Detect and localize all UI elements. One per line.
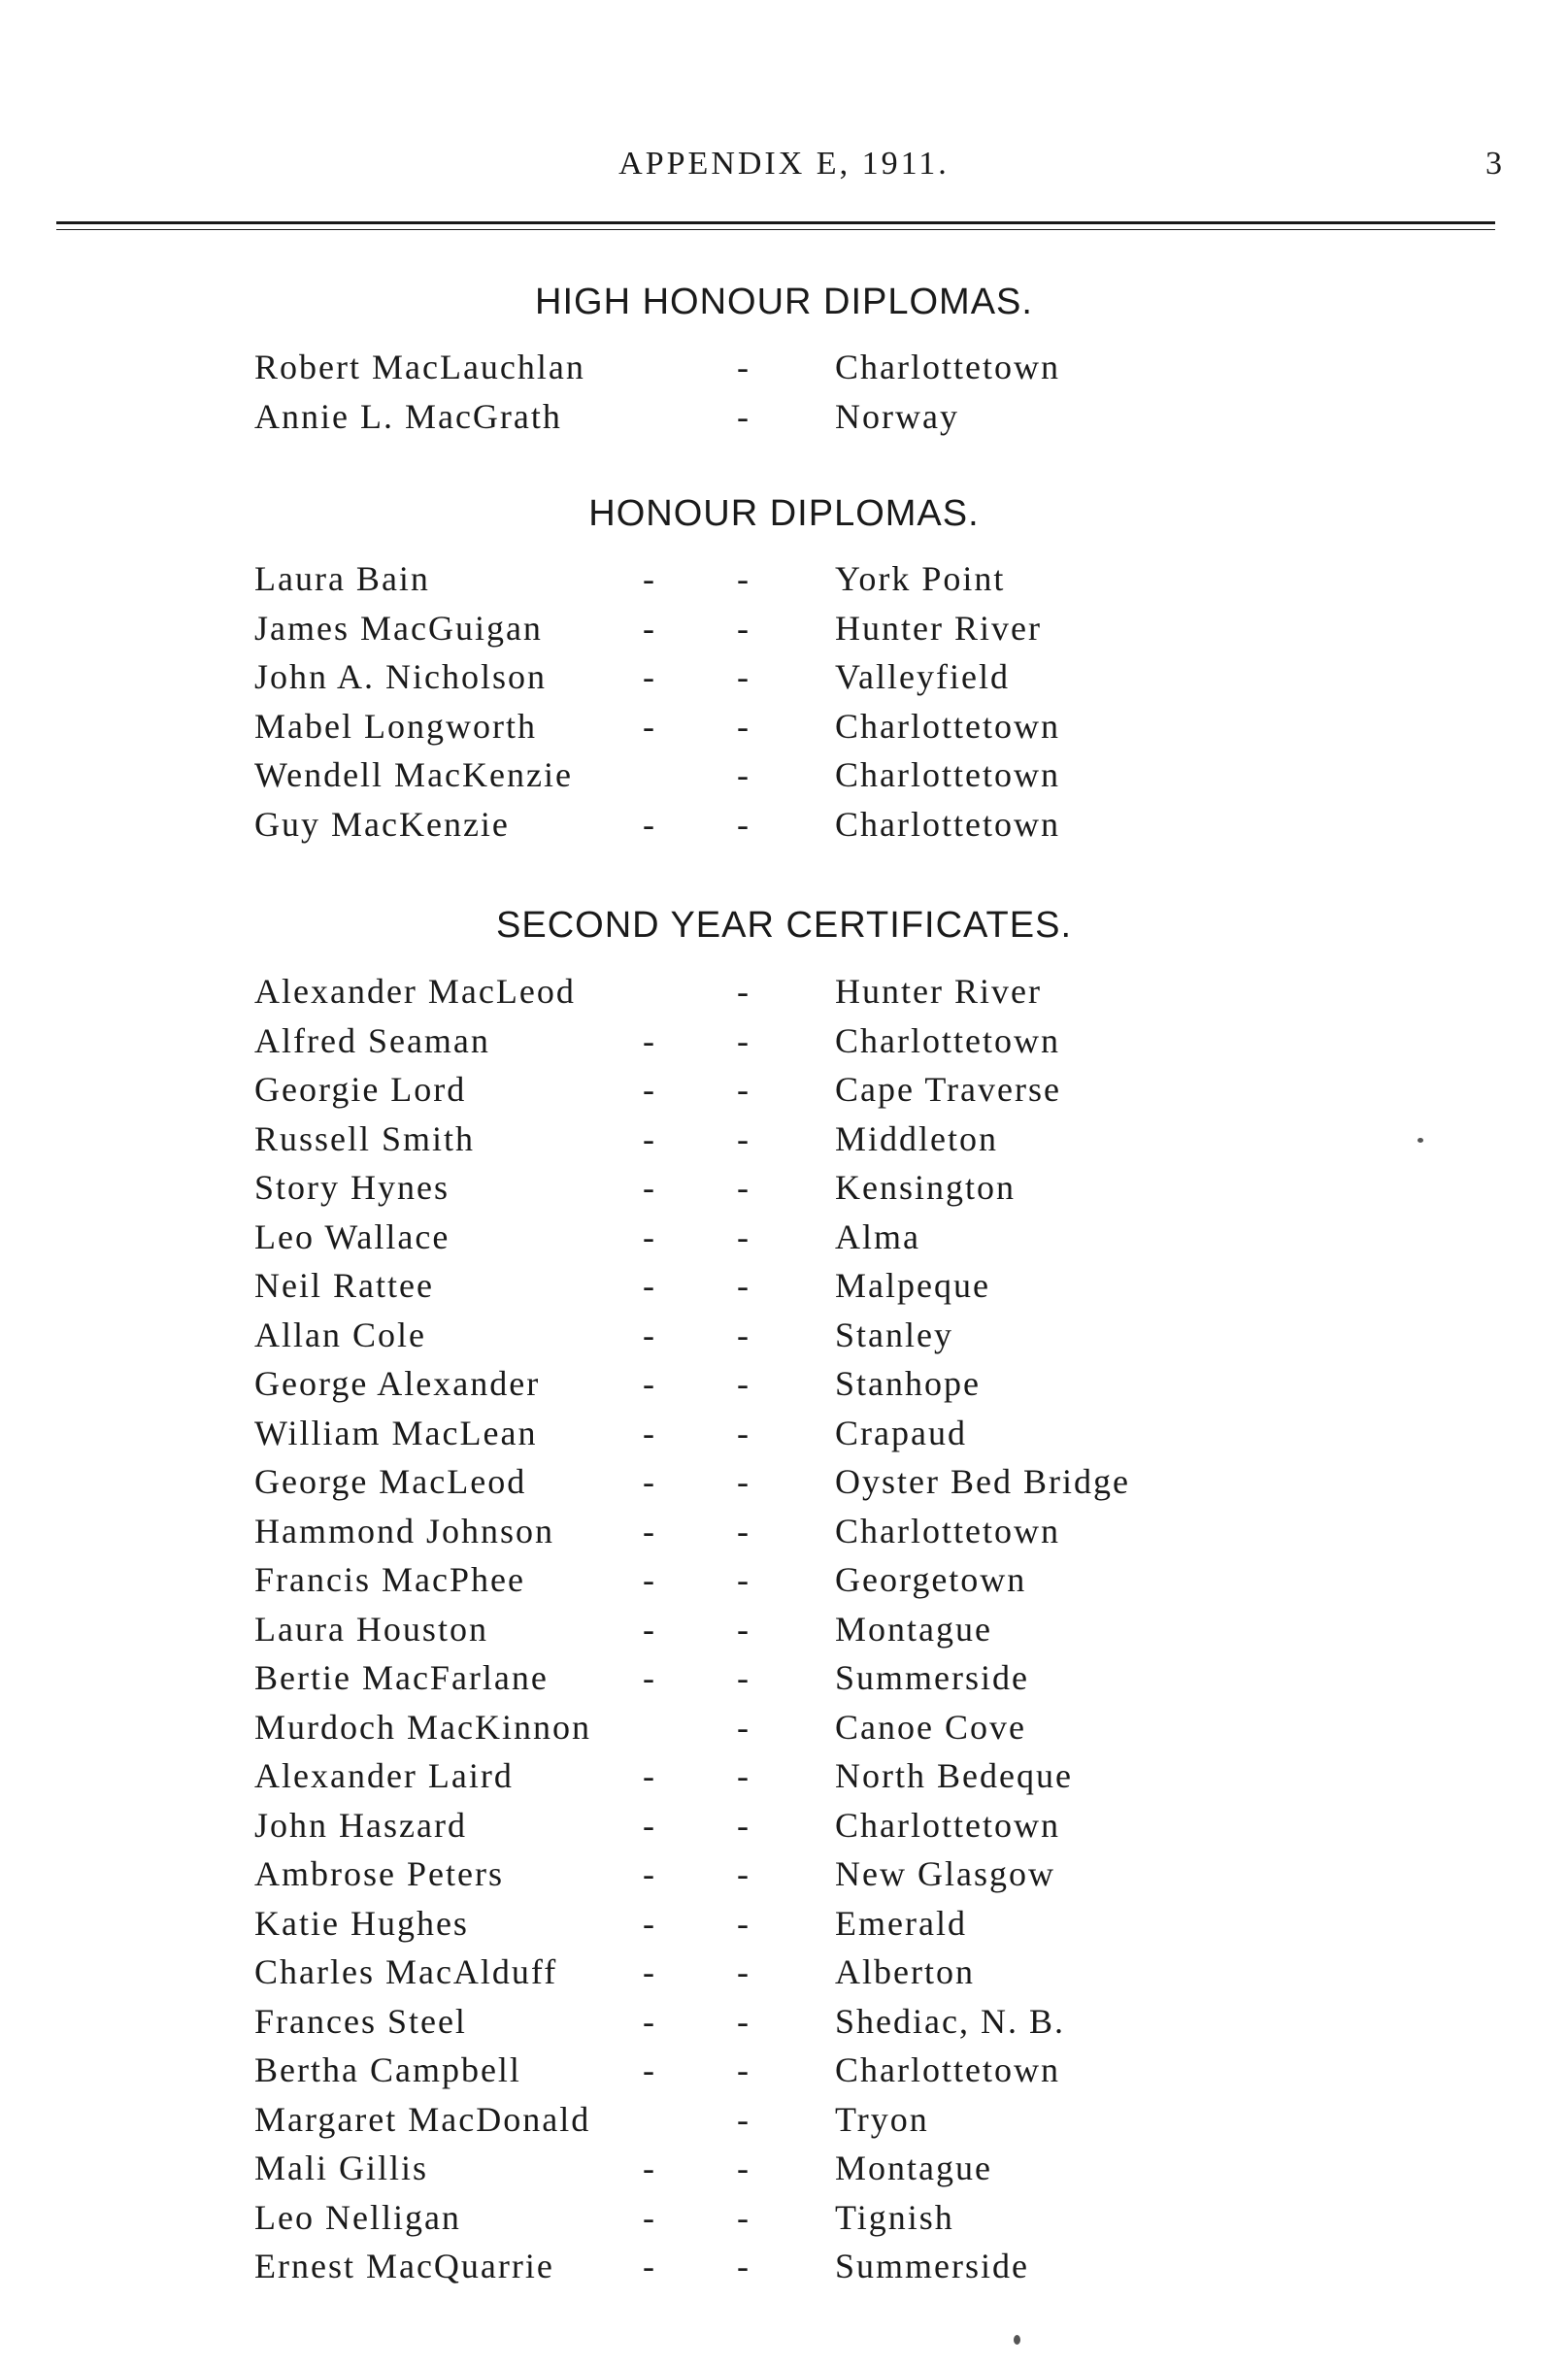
entry-name: James MacGuigan [254,608,543,648]
entry-place: Montague [835,2149,992,2187]
entry-dash: - [737,1168,751,1207]
entry-name: John Haszard [254,1805,467,1845]
entry-dash: - [737,1118,751,1158]
entry-name: Alexander MacLeod [254,972,576,1011]
entry-name: Bertha Campbell [254,2050,521,2089]
header-rule-thick [56,221,1495,224]
entry-dash: - [643,608,656,648]
entry-place: Summerside [835,1658,1029,1697]
entry-dash: - [643,2197,656,2237]
entry-dash: - [737,804,751,844]
list-entry [254,1020,1322,1070]
entry-place: Charlottetown [835,348,1060,386]
list-entry [254,804,1322,853]
entry-dash: - [643,1020,656,1060]
entry-dash: - [737,1020,751,1060]
page-number: 3 [1485,146,1502,182]
entry-name: Laura Bain [254,559,430,598]
entry-dash: - [737,2099,751,2139]
list-entry [254,706,1322,755]
entry-name: Alfred Seaman [254,1020,490,1060]
list-entry [254,608,1322,657]
list-entry [254,2197,1322,2247]
entry-dash: - [737,2050,751,2089]
entry-dash: - [737,2197,751,2237]
entry-dash: - [643,706,656,746]
entry-dash: - [643,1756,656,1795]
entry-place: Charlottetown [835,706,1060,746]
entry-place: Georgetown [835,1560,1027,1599]
entry-dash: - [643,804,656,844]
heading-second-year-certificates: SECOND YEAR CERTIFICATES. [496,905,1072,946]
entry-place: Malpeque [835,1266,990,1305]
entry-name: John A. Nicholson [254,657,548,696]
entry-dash: - [737,1315,751,1354]
entry-name: Mabel Longworth [254,706,537,746]
entry-dash: - [643,559,656,598]
entry-name: George Alexander [254,1364,541,1403]
entry-name: Francis MacPhee [254,1560,525,1599]
heading-honour-diplomas: HONOUR DIPLOMAS. [588,493,980,534]
list-entry [254,396,1322,446]
entry-place: Canoe Cove [835,1707,1026,1747]
list-entry [254,1413,1322,1462]
entry-place: York Point [835,559,1006,598]
entry-place: Summerside [835,2247,1029,2285]
entry-dash: - [737,2247,751,2285]
entry-name: Frances Steel [254,2001,467,2041]
list-entry [254,1315,1322,1364]
entry-place: Charlottetown [835,1020,1060,1060]
entry-dash: - [643,1658,656,1697]
entry-name: Ambrose Peters [254,1854,504,1893]
entry-name: Alexander Laird [254,1756,514,1795]
entry-dash: - [643,1070,656,1109]
entry-place: Charlottetown [835,1511,1060,1550]
entry-dash: - [737,1707,751,1747]
entry-place: Oyster Bed Bridge [835,1462,1130,1501]
entry-name: Leo Wallace [254,1216,450,1256]
entry-dash: - [737,1364,751,1403]
entry-dash: - [643,1560,656,1599]
list-entry [254,558,1322,608]
entry-dash: - [643,2247,656,2285]
list-entry [254,1805,1322,1854]
list-entry [254,1363,1322,1413]
print-speck [1418,1138,1423,1143]
entry-dash: - [737,559,751,598]
entry-place: Crapaud [835,1413,967,1452]
list-second-year [254,971,1322,2295]
entry-place: New Glasgow [835,1854,1055,1893]
entry-dash: - [737,1658,751,1697]
entry-name: Guy MacKenzie [254,804,510,844]
list-entry [254,1069,1322,1118]
entry-dash: - [737,2149,751,2187]
list-honour [254,558,1322,852]
running-head: APPENDIX E, 1911. [618,146,950,182]
list-entry [254,1707,1322,1756]
entry-dash: - [737,1952,751,1991]
entry-dash: - [737,755,751,794]
entry-dash: - [737,972,751,1011]
entry-place: Charlottetown [835,1805,1060,1845]
entry-dash: - [737,2001,751,2041]
entry-name: Bertie MacFarlane [254,1658,549,1697]
entry-place: Cape Traverse [835,1070,1061,1109]
entry-place: Montague [835,1609,992,1649]
entry-name: Murdoch MacKinnon [254,1707,591,1747]
list-entry [254,971,1322,1020]
entry-dash: - [643,1168,656,1207]
list-entry [254,1167,1322,1216]
entry-dash: - [737,608,751,648]
list-entry [254,2246,1322,2295]
entry-dash: - [737,1854,751,1893]
entry-dash: - [643,2149,656,2187]
entry-place: Norway [835,396,959,436]
list-entry [254,1657,1322,1707]
entry-dash: - [737,1756,751,1795]
entry-dash: - [643,1216,656,1256]
entry-dash: - [643,1118,656,1158]
entry-name: Wendell MacKenzie [254,755,573,794]
entry-dash: - [737,706,751,746]
entry-place: Stanhope [835,1364,981,1403]
list-entry [254,1559,1322,1609]
entry-place: Middleton [835,1118,998,1158]
list-entry [254,2049,1322,2099]
entry-name: Katie Hughes [254,1903,469,1943]
entry-dash: - [737,396,751,436]
list-entry [254,347,1322,396]
list-entry [254,1265,1322,1315]
list-entry [254,754,1322,804]
entry-name: Story Hynes [254,1168,450,1207]
entry-name: William MacLean [254,1413,538,1452]
list-entry [254,2099,1322,2149]
entry-place: Emerald [835,1903,967,1943]
list-entry [254,2001,1322,2050]
entry-place: Tignish [835,2197,954,2237]
entry-place: Stanley [835,1315,953,1354]
list-entry [254,1755,1322,1805]
entry-place: Hunter River [835,608,1042,648]
entry-name: Hammond Johnson [254,1511,554,1550]
entry-dash: - [737,1560,751,1599]
entry-dash: - [737,1609,751,1649]
entry-name: Allan Cole [254,1315,426,1354]
print-speck [1014,2335,1020,2345]
entry-place: Charlottetown [835,804,1060,844]
entry-dash: - [737,1462,751,1501]
entry-place: Alberton [835,1952,975,1991]
entry-dash: - [643,657,656,696]
header-rule-thin [56,229,1495,230]
list-entry [254,1853,1322,1903]
list-high-honour [254,347,1322,445]
list-entry [254,1609,1322,1658]
list-entry [254,1118,1322,1168]
entry-dash: - [643,2001,656,2041]
entry-name: Charles MacAlduff [254,1952,558,1991]
entry-place: Shediac, N. B. [835,2001,1065,2041]
entry-dash: - [643,1903,656,1943]
entry-place: Alma [835,1216,920,1256]
entry-name: Georgie Lord [254,1070,467,1109]
entry-dash: - [643,1805,656,1845]
entry-name: Mali Gillis [254,2149,429,2187]
list-entry [254,2148,1322,2197]
entry-place: North Bedeque [835,1756,1073,1795]
entry-dash: - [737,1903,751,1943]
entry-place: Charlottetown [835,2050,1060,2089]
entry-dash: - [737,1511,751,1550]
entry-place: Charlottetown [835,755,1060,794]
entry-dash: - [643,1364,656,1403]
entry-name: Leo Nelligan [254,2197,461,2237]
entry-dash: - [643,2050,656,2089]
list-entry [254,656,1322,706]
entry-name: Ernest MacQuarrie [254,2247,554,2285]
entry-place: Kensington [835,1168,1016,1207]
entry-name: Annie L. MacGrath [254,396,562,436]
entry-place: Hunter River [835,972,1042,1011]
entry-dash: - [643,1511,656,1550]
entry-dash: - [643,1413,656,1452]
entry-dash: - [643,1854,656,1893]
entry-dash: - [737,657,751,696]
entry-dash: - [643,1952,656,1991]
entry-dash: - [737,1805,751,1845]
list-entry [254,1903,1322,1952]
heading-high-honour-diplomas: HIGH HONOUR DIPLOMAS. [535,282,1033,322]
entry-dash: - [737,1070,751,1109]
list-entry [254,1216,1322,1266]
entry-dash: - [737,348,751,386]
entry-dash: - [737,1266,751,1305]
entry-place: Valleyfield [835,657,1010,696]
entry-dash: - [643,1609,656,1649]
entry-dash: - [643,1266,656,1305]
list-entry [254,1461,1322,1511]
entry-name: Robert MacLauchlan [254,348,585,386]
entry-name: Neil Rattee [254,1266,434,1305]
entry-place: Tryon [835,2099,929,2139]
list-entry [254,1951,1322,2001]
list-entry [254,1511,1322,1560]
entry-dash: - [643,1315,656,1354]
entry-name: Margaret MacDonald [254,2099,591,2139]
entry-name: George MacLeod [254,1462,527,1501]
entry-dash: - [643,1462,656,1501]
entry-dash: - [737,1216,751,1256]
entry-name: Russell Smith [254,1118,476,1158]
entry-dash: - [737,1413,751,1452]
entry-name: Laura Houston [254,1609,488,1649]
